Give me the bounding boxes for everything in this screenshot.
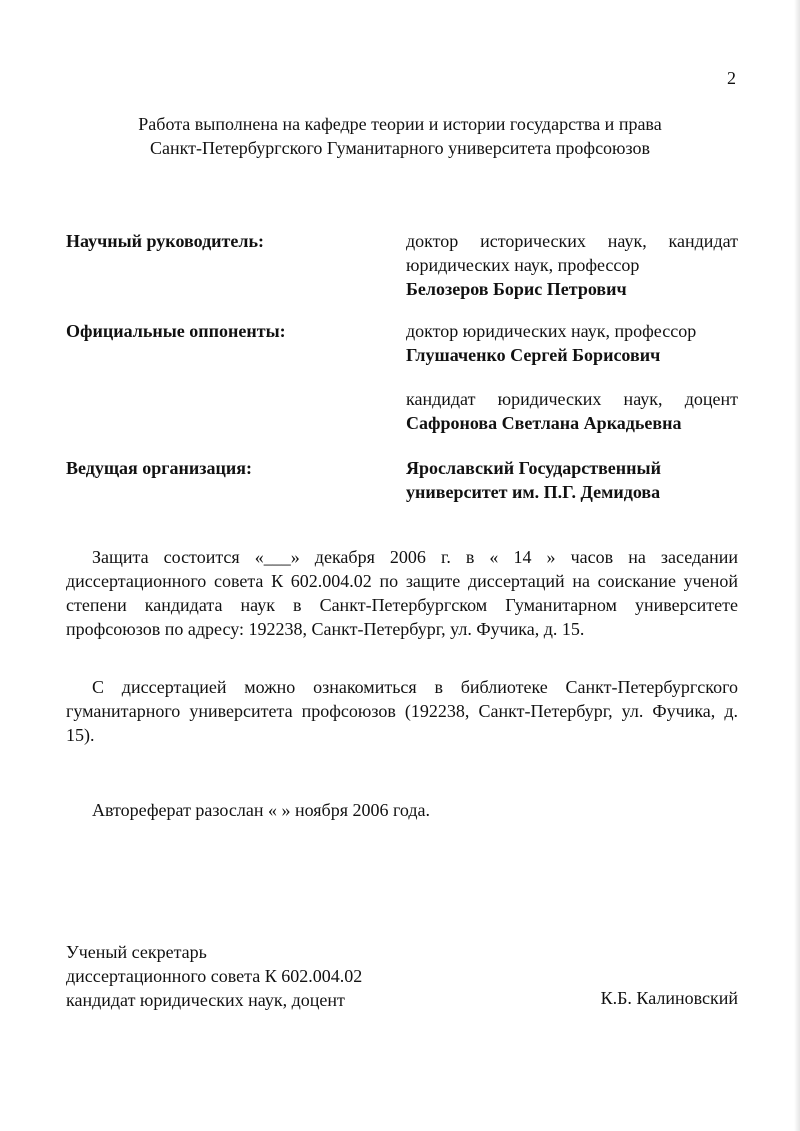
supervisor-degree-line-2: юридических наук, профессор (406, 255, 640, 275)
defense-paragraph: Защита состоится «___» декабря 2006 г. в « 14 » часов на заседании диссертационного совета К 602.004.02 по защите диссертаций на соискание ученой степени кандидата наук в Санкт-Петербургском Гуманитарном университете профсоюзов по адресу: 192238, Санкт-Петербург, ул. Фучика, д. 15. (66, 547, 738, 639)
signature-line-2: диссертационного совета К 602.004.02 (66, 966, 363, 986)
signature-line-1: Ученый секретарь (66, 942, 207, 962)
signature-line-3: кандидат юридических наук, доцент (66, 990, 345, 1010)
abstract-sent-line: Автореферат разослан « » ноября 2006 года. (92, 800, 431, 820)
opponents-label: Официальные оппоненты: (66, 321, 286, 341)
header-line-2: Санкт-Петербургского Гуманитарного университета профсоюзов (149, 138, 651, 158)
supervisor-name: Белозеров Борис Петрович (406, 279, 627, 299)
lead-organization-line-2: университет им. П.Г. Демидова (406, 482, 661, 502)
header-line-1: Работа выполнена на кафедре теории и истории государства и права (138, 114, 662, 134)
scan-edge-shadow (794, 0, 800, 1131)
institution-header (0, 112, 800, 160)
opponent-2-name: Сафронова Светлана Аркадьевна (406, 413, 682, 433)
supervisor-degree-line-1: доктор исторических наук, кандидат (406, 231, 738, 251)
signature-block (66, 940, 362, 1012)
lead-organization-label: Ведущая организация: (66, 458, 252, 478)
opponent-2-title: кандидат юридических наук, доцент (406, 389, 738, 409)
supervisor-detail (406, 229, 738, 301)
signatory-name: К.Б. Калиновский (600, 988, 738, 1008)
lead-organization-detail (406, 456, 738, 504)
opponent-1-title: доктор юридических наук, профессор (406, 321, 697, 341)
opponent-1-name: Глушаченко Сергей Борисович (406, 345, 661, 365)
library-paragraph: С диссертацией можно ознакомиться в библиотеке Санкт-Петербургского гуманитарного университета профсоюзов (192238, Санкт-Петербург, ул. Фучика, д. 15). (66, 677, 738, 745)
lead-organization-line-1: Ярославский Государственный (406, 458, 661, 478)
opponents-detail (406, 319, 738, 435)
page-number: 2 (727, 68, 736, 88)
supervisor-label: Научный руководитель: (66, 231, 264, 251)
